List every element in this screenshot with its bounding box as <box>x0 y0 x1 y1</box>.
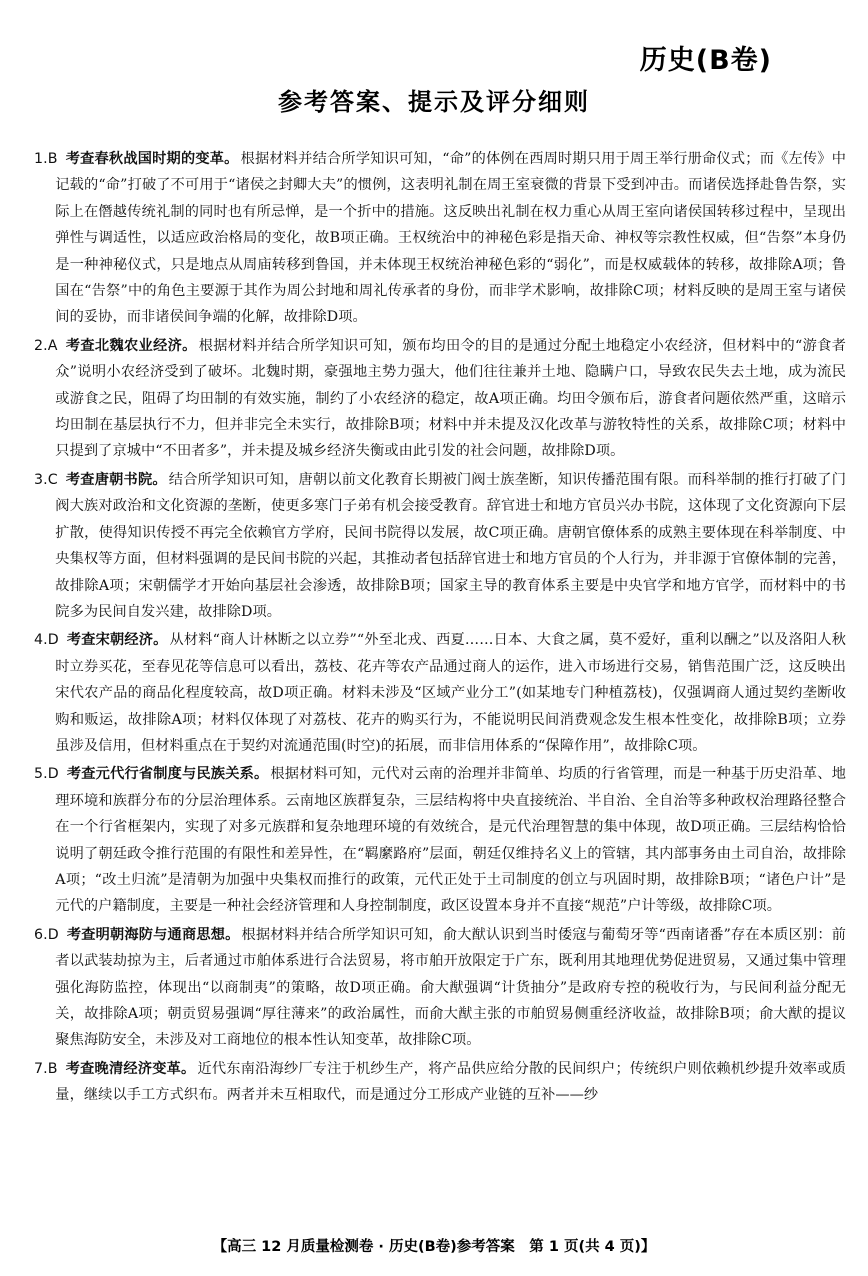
item-explanation: 根据材料并结合所学知识可知，俞大猷认识到当时倭寇与葡萄牙等“西南诸番”存在本质区别：前者以武装劫掠为主，后者通过市舶体系进行合法贸易，将市舶开放限定于广东，既利用其地理优势促进贸易，又通过集中管理强化海防监控，体现出“以商制夷”的策略，故D项正确。俞大猷强调“计货抽分”是政府专控的税收行为，与民间利益分配无关，故排除A项；朝贡贸易强调“厚往薄来”的政治属性，而俞大猷主张的市舶贸易侧重经济收益，故排除B项；俞大猷的提议聚焦海防安全，未涉及对工商地位的根本性认知变革，故排除C项。 <box>55 926 847 1049</box>
item-explanation: 结合所学知识可知，唐朝以前文化教育长期被门阀士族垄断，知识传播范围有限。而科举制的推行打破了门阀大族对政治和文化资源的垄断，使更多寒门子弟有机会接受教育。辞官进士和地方官员兴办书院，这体现了文化资源向下层扩散，使得知识传授不再完全依赖官方学府，民间书院得以发展，故C项正确。唐朝官僚体系的成熟主要体现在科举制度、中央集权等方面，但材料强调的是民间书院的兴起，其推动者包括辞官进士和地方官员的个人行为，并非源于官僚体制的完善，故排除A项；宋朝儒学才开始向基层社会渗透，故排除B项；国家主导的教育体系主要是中央官学和地方官学，而材料中的书院多为民间自发兴建，故排除D项。 <box>55 471 847 620</box>
item-answer: D <box>47 926 59 943</box>
item-explanation: 从材料“商人计林断之以立券”“外至北戎、西夏……日本、大食之属，莫不爱好，重利以酬之”以及洛阳人秋时立券买花，至春见花等信息可以看出，荔枝、花卉等农产品通过商人的运作，进入市场进行交易，销售范围广泛，这反映出宋代农产品的商品化程度较高，故D项正确。材料未涉及“区域产业分工”(如某地专门种植荔枝)，仅强调商人通过契约垄断收购和贩运，故排除A项；材料仅体现了对荔枝、花卉的购买行为，不能说明民间消费观念发生根本性变化，故排除B项；立券虽涉及信用，但材料重点在于契约对流通范围(时空)的拓展，而非信用体系的“保障作用”，故排除C项。 <box>55 632 846 754</box>
item-answer: D <box>47 632 59 649</box>
item-answer: B <box>47 151 58 167</box>
answer-item-2 <box>34 333 846 465</box>
page-footer: 【高三 12 月质量检测卷 · 历史(B卷)参考答案 第 1 页(共 4 页)】 <box>212 1239 656 1255</box>
item-number: 7. <box>34 1060 48 1077</box>
item-number: 2. <box>34 337 48 354</box>
item-topic: 考查春秋战国时期的变革。 <box>65 151 239 167</box>
item-number: 4. <box>34 632 48 649</box>
item-answer: B <box>47 1060 58 1077</box>
answer-item-5 <box>34 761 846 919</box>
answer-item-1 <box>34 146 846 331</box>
answer-item-4 <box>34 627 846 759</box>
subject-heading: 历史(B卷) <box>639 45 772 76</box>
item-number: 5. <box>34 766 48 783</box>
item-topic: 考查明朝海防与通商思想。 <box>66 926 240 943</box>
item-topic: 考查元代行省制度与民族关系。 <box>66 766 269 783</box>
answer-item-7 <box>34 1056 846 1109</box>
item-answer: A <box>47 337 58 354</box>
item-explanation: 根据材料可知，元代对云南的治理并非简单、均质的行省管理，而是一种基于历史沿革、地理环境和族群分布的分层治理体系。云南地区族群复杂，三层结构将中央直接统治、半自治、全自治等多种政权治理路径整合在一个行省框架内，实现了对多元族群和复杂地理环境的有效统合，是元代治理智慧的集中体现，故D项正确。三层结构恰恰说明了朝廷政令推行范围的有限性和差异性，在“羁縻路府”层面，朝廷仅维持名义上的管辖，其内部事务由土司自治，故排除A项；“改土归流”是清朝为加强中央集权而推行的政策，元代正处于土司制度的创立与巩固时期，故排除B项；“诸色户计”是元代的户籍制度，主要是一种社会经济管理和人身控制制度，政区设置本身并不直接“规范”户计等级，故排除C项。 <box>55 766 846 915</box>
item-answer: C <box>47 471 58 488</box>
item-topic: 考查晚清经济变革。 <box>65 1060 196 1077</box>
item-explanation: 根据材料并结合所学知识可知，“命”的体例在西周时期只用于周王举行册命仪式；而《左传》中记载的“命”打破了不可用于“诸侯之封卿大夫”的惯例，这表明礼制在周王室衰微的背景下受到冲击。而诸侯选择赴鲁告祭，实际上在僭越传统礼制的同时也有所忌惮，是一个折中的措施。这反映出礼制在权力重心从周王室向诸侯国转移过程中，呈现出弹性与调适性，以适应政治格局的变化，故B项正确。王权统治中的神秘色彩是指天命、神权等宗教性权威，但“告祭”本身仍是一种神秘仪式，只是地点从周庙转移到鲁国，并未体现王权统治神秘色彩的“弱化”，而是权威载体的转移，故排除A项；鲁国在“告祭”中的角色主要源于其作为周公封地和周礼传承者的身份，而非学术影响，故排除C项；材料反映的是周王室与诸侯间的妥协，而非诸侯间争端的化解，故排除D项。 <box>55 151 847 326</box>
item-topic: 考查北魏农业经济。 <box>65 337 197 354</box>
answer-item-3 <box>34 467 846 625</box>
item-topic: 考查唐朝书院。 <box>65 471 167 488</box>
item-number: 1. <box>34 151 48 167</box>
item-topic: 考查宋朝经济。 <box>66 632 168 649</box>
answer-list <box>34 146 846 1111</box>
item-answer: D <box>47 766 59 783</box>
item-number: 6. <box>34 926 48 943</box>
item-number: 3. <box>34 471 48 488</box>
page-title: 参考答案、提示及评分细则 <box>278 88 590 116</box>
answer-item-6 <box>34 922 846 1054</box>
item-explanation: 根据材料并结合所学知识可知，颁布均田令的目的是通过分配土地稳定小农经济，但材料中的“游食者众”说明小农经济受到了破坏。北魏时期，豪强地主势力强大，他们往往兼并土地、隐瞒户口，导致农民失去土地，成为流民或游食之民，阻碍了均田制的有效实施，制约了小农经济的稳定，故A项正确。均田令颁布后，游食者问题依然严重，这暗示均田制在基层执行不力，但并非完全未实行，故排除B项；材料中并未提及汉化改革与游牧特性的关系，故排除C项；材料中只提到了京城中“不田者多”，并未提及城乡经济失衡或由此引发的社会问题，故排除D项。 <box>55 337 846 460</box>
item-explanation: 近代东南沿海纱厂专注于机纱生产，将产品供应给分散的民间织户；传统织户则依赖机纱提升效率或质量，继续以手工方式织布。两者并未互相取代，而是通过分工形成产业链的互补——纱 <box>55 1060 846 1104</box>
